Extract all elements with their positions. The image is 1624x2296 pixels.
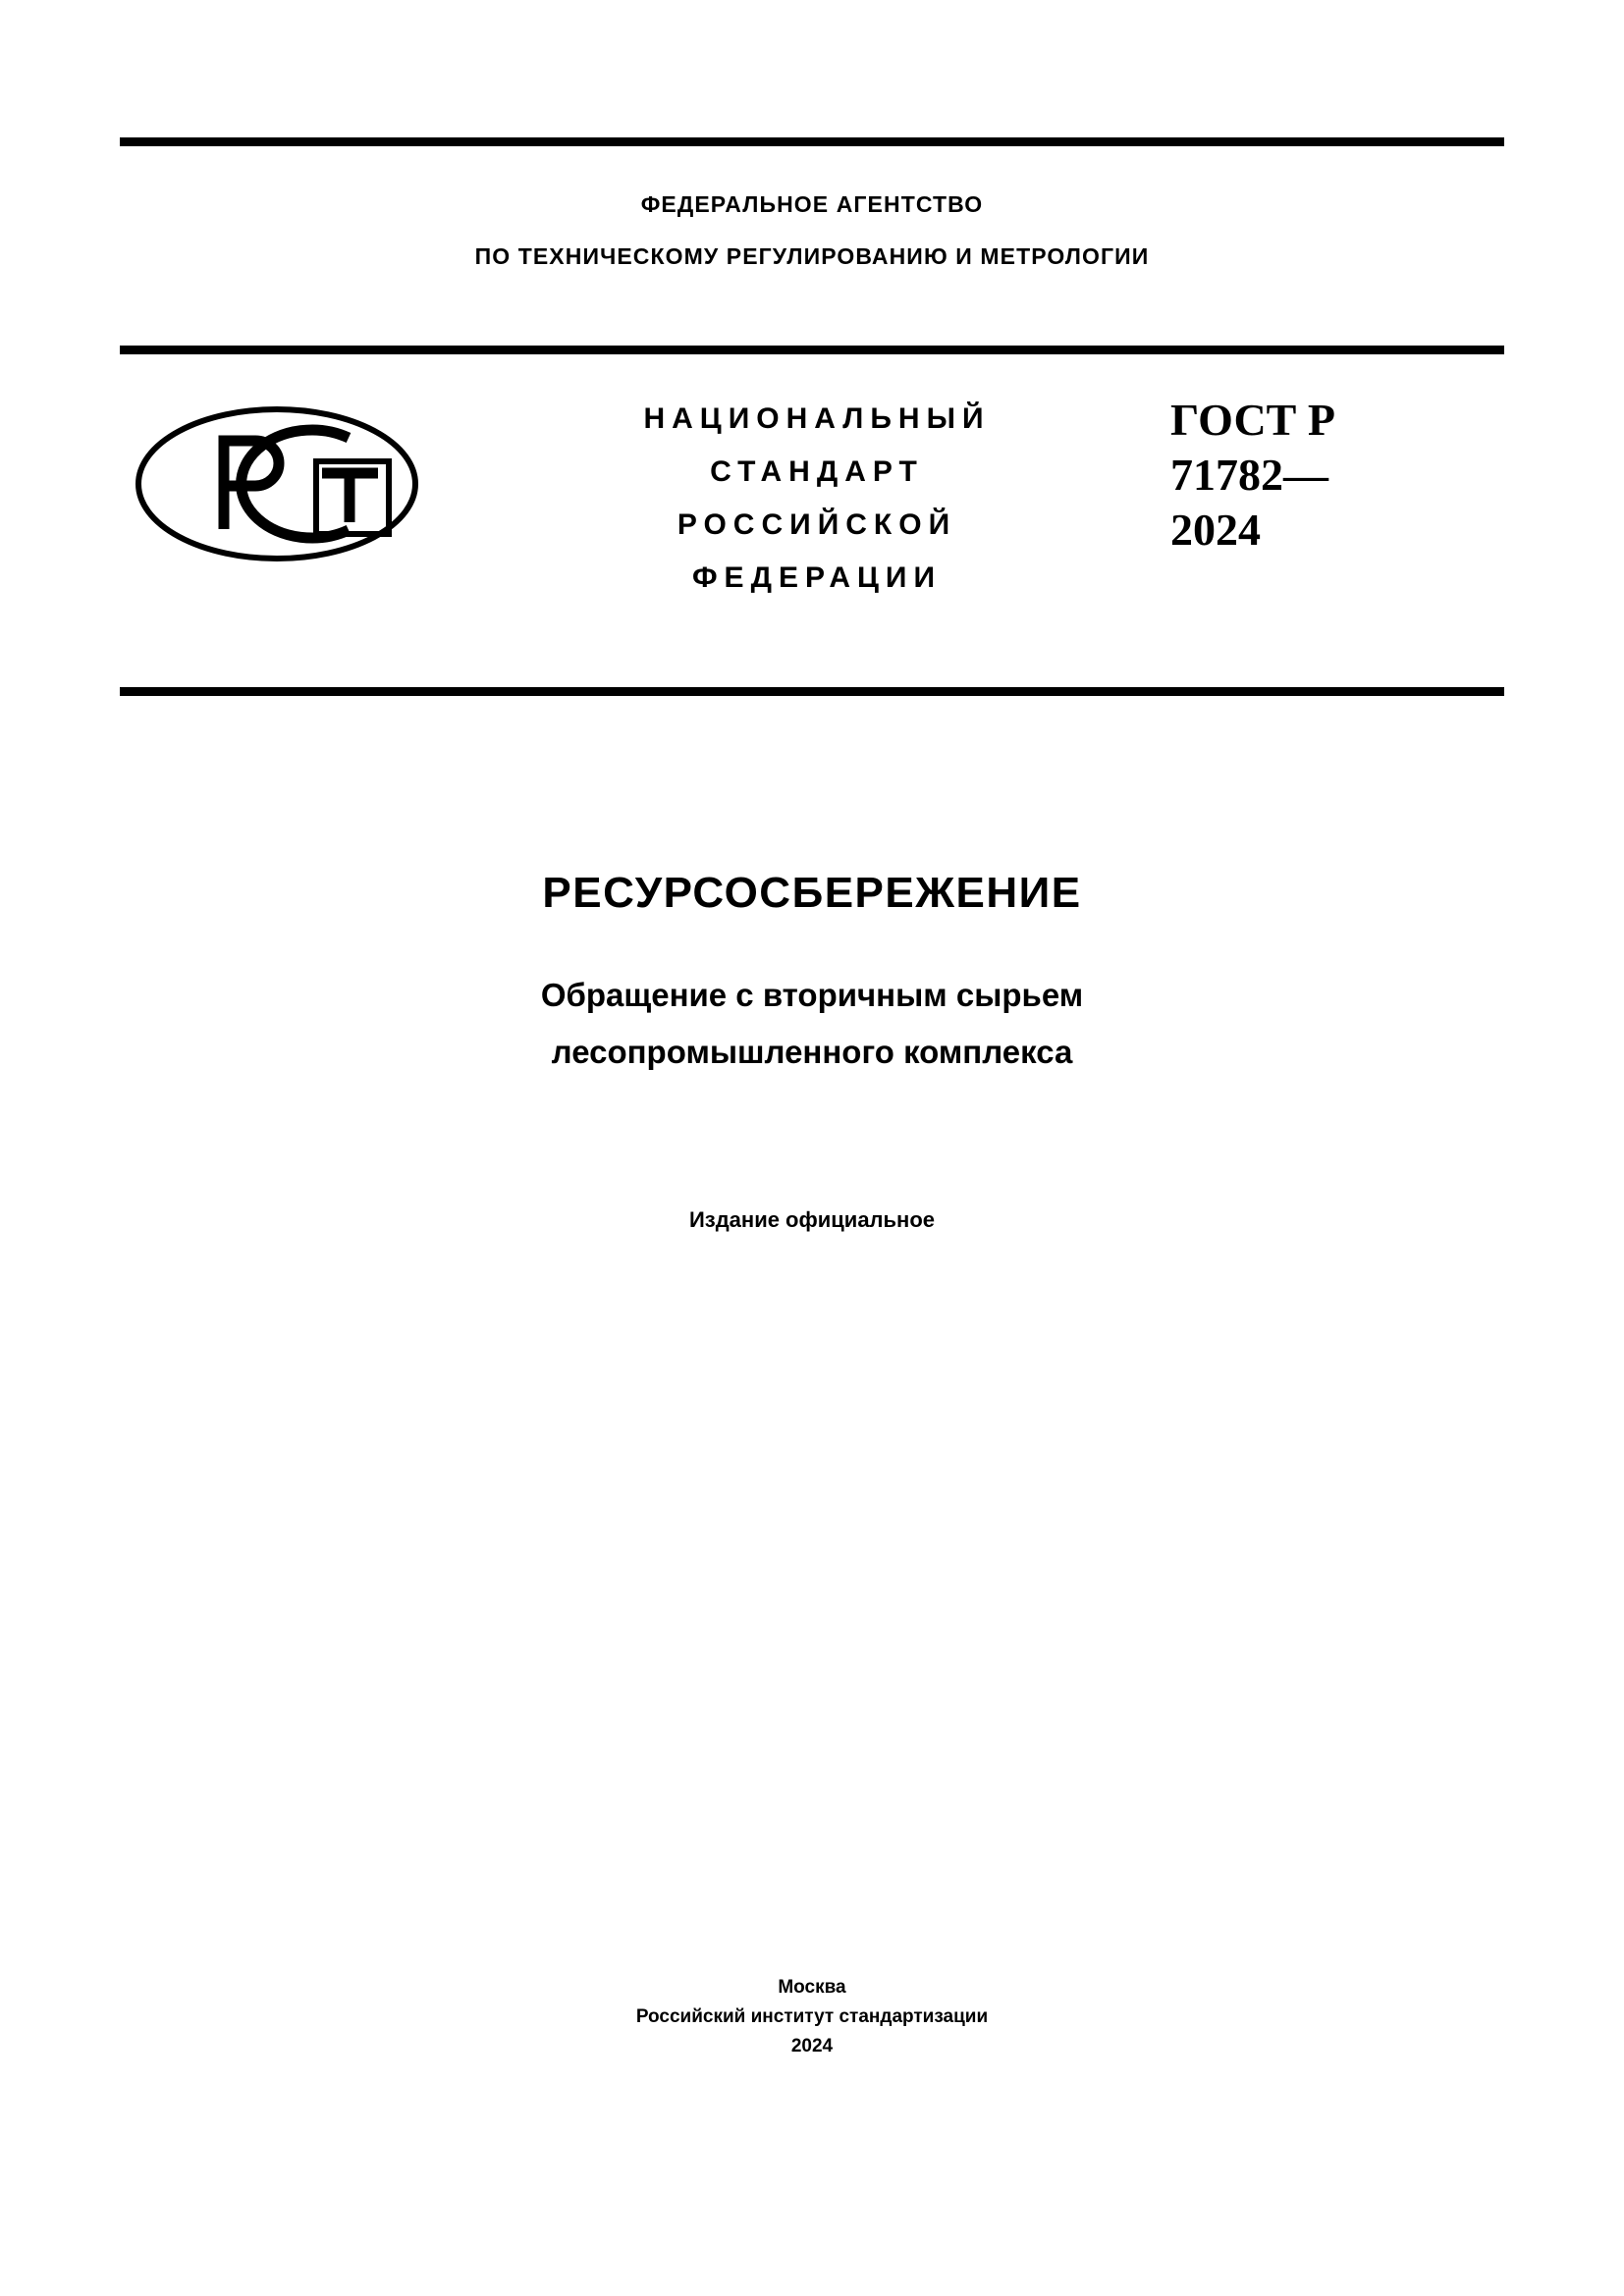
page-subtitle xyxy=(226,967,1398,1081)
national-standard-title xyxy=(532,393,1102,605)
header-rule-bottom xyxy=(120,687,1504,696)
standard-number xyxy=(1170,393,1494,558)
edition-note: Издание официальное xyxy=(688,1207,936,1232)
national-line-3: РОССИЙСКОЙ xyxy=(677,508,957,541)
header-rule-middle xyxy=(120,346,1504,354)
standard-number-line-2: 71782— xyxy=(1170,450,1328,500)
national-line-1: НАЦИОНАЛЬНЫЙ xyxy=(643,402,991,435)
imprint-publisher: Российский институт стандартизации xyxy=(635,2006,989,2027)
agency-line-1: ФЕДЕРАЛЬНОЕ АГЕНТСТВО xyxy=(640,191,984,217)
imprint xyxy=(0,1973,1624,2061)
header-rule-group xyxy=(120,137,1504,146)
page-title: РЕСУРСОСБЕРЕЖЕНИЕ xyxy=(542,869,1082,917)
imprint-year: 2024 xyxy=(790,2036,834,2056)
national-line-4: ФЕДЕРАЦИИ xyxy=(691,561,943,594)
standard-number-line-3: 2024 xyxy=(1170,505,1261,555)
header-rule-top xyxy=(120,137,1504,146)
national-line-2: СТАНДАРТ xyxy=(710,455,924,488)
standard-band xyxy=(120,383,1504,697)
agency-heading xyxy=(120,191,1504,270)
page-subtitle-line-2: лесопромышленного комплекса xyxy=(551,1034,1073,1070)
page-subtitle-line-1: Обращение с вторичным сырьем xyxy=(540,977,1084,1013)
imprint-city: Москва xyxy=(778,1977,846,1998)
agency-line-2: ПО ТЕХНИЧЕСКОМУ РЕГУЛИРОВАНИЮ И МЕТРОЛОГИИ xyxy=(474,243,1150,269)
gost-r-emblem-icon xyxy=(130,400,424,567)
standard-number-line-1: ГОСТ Р xyxy=(1170,395,1335,445)
